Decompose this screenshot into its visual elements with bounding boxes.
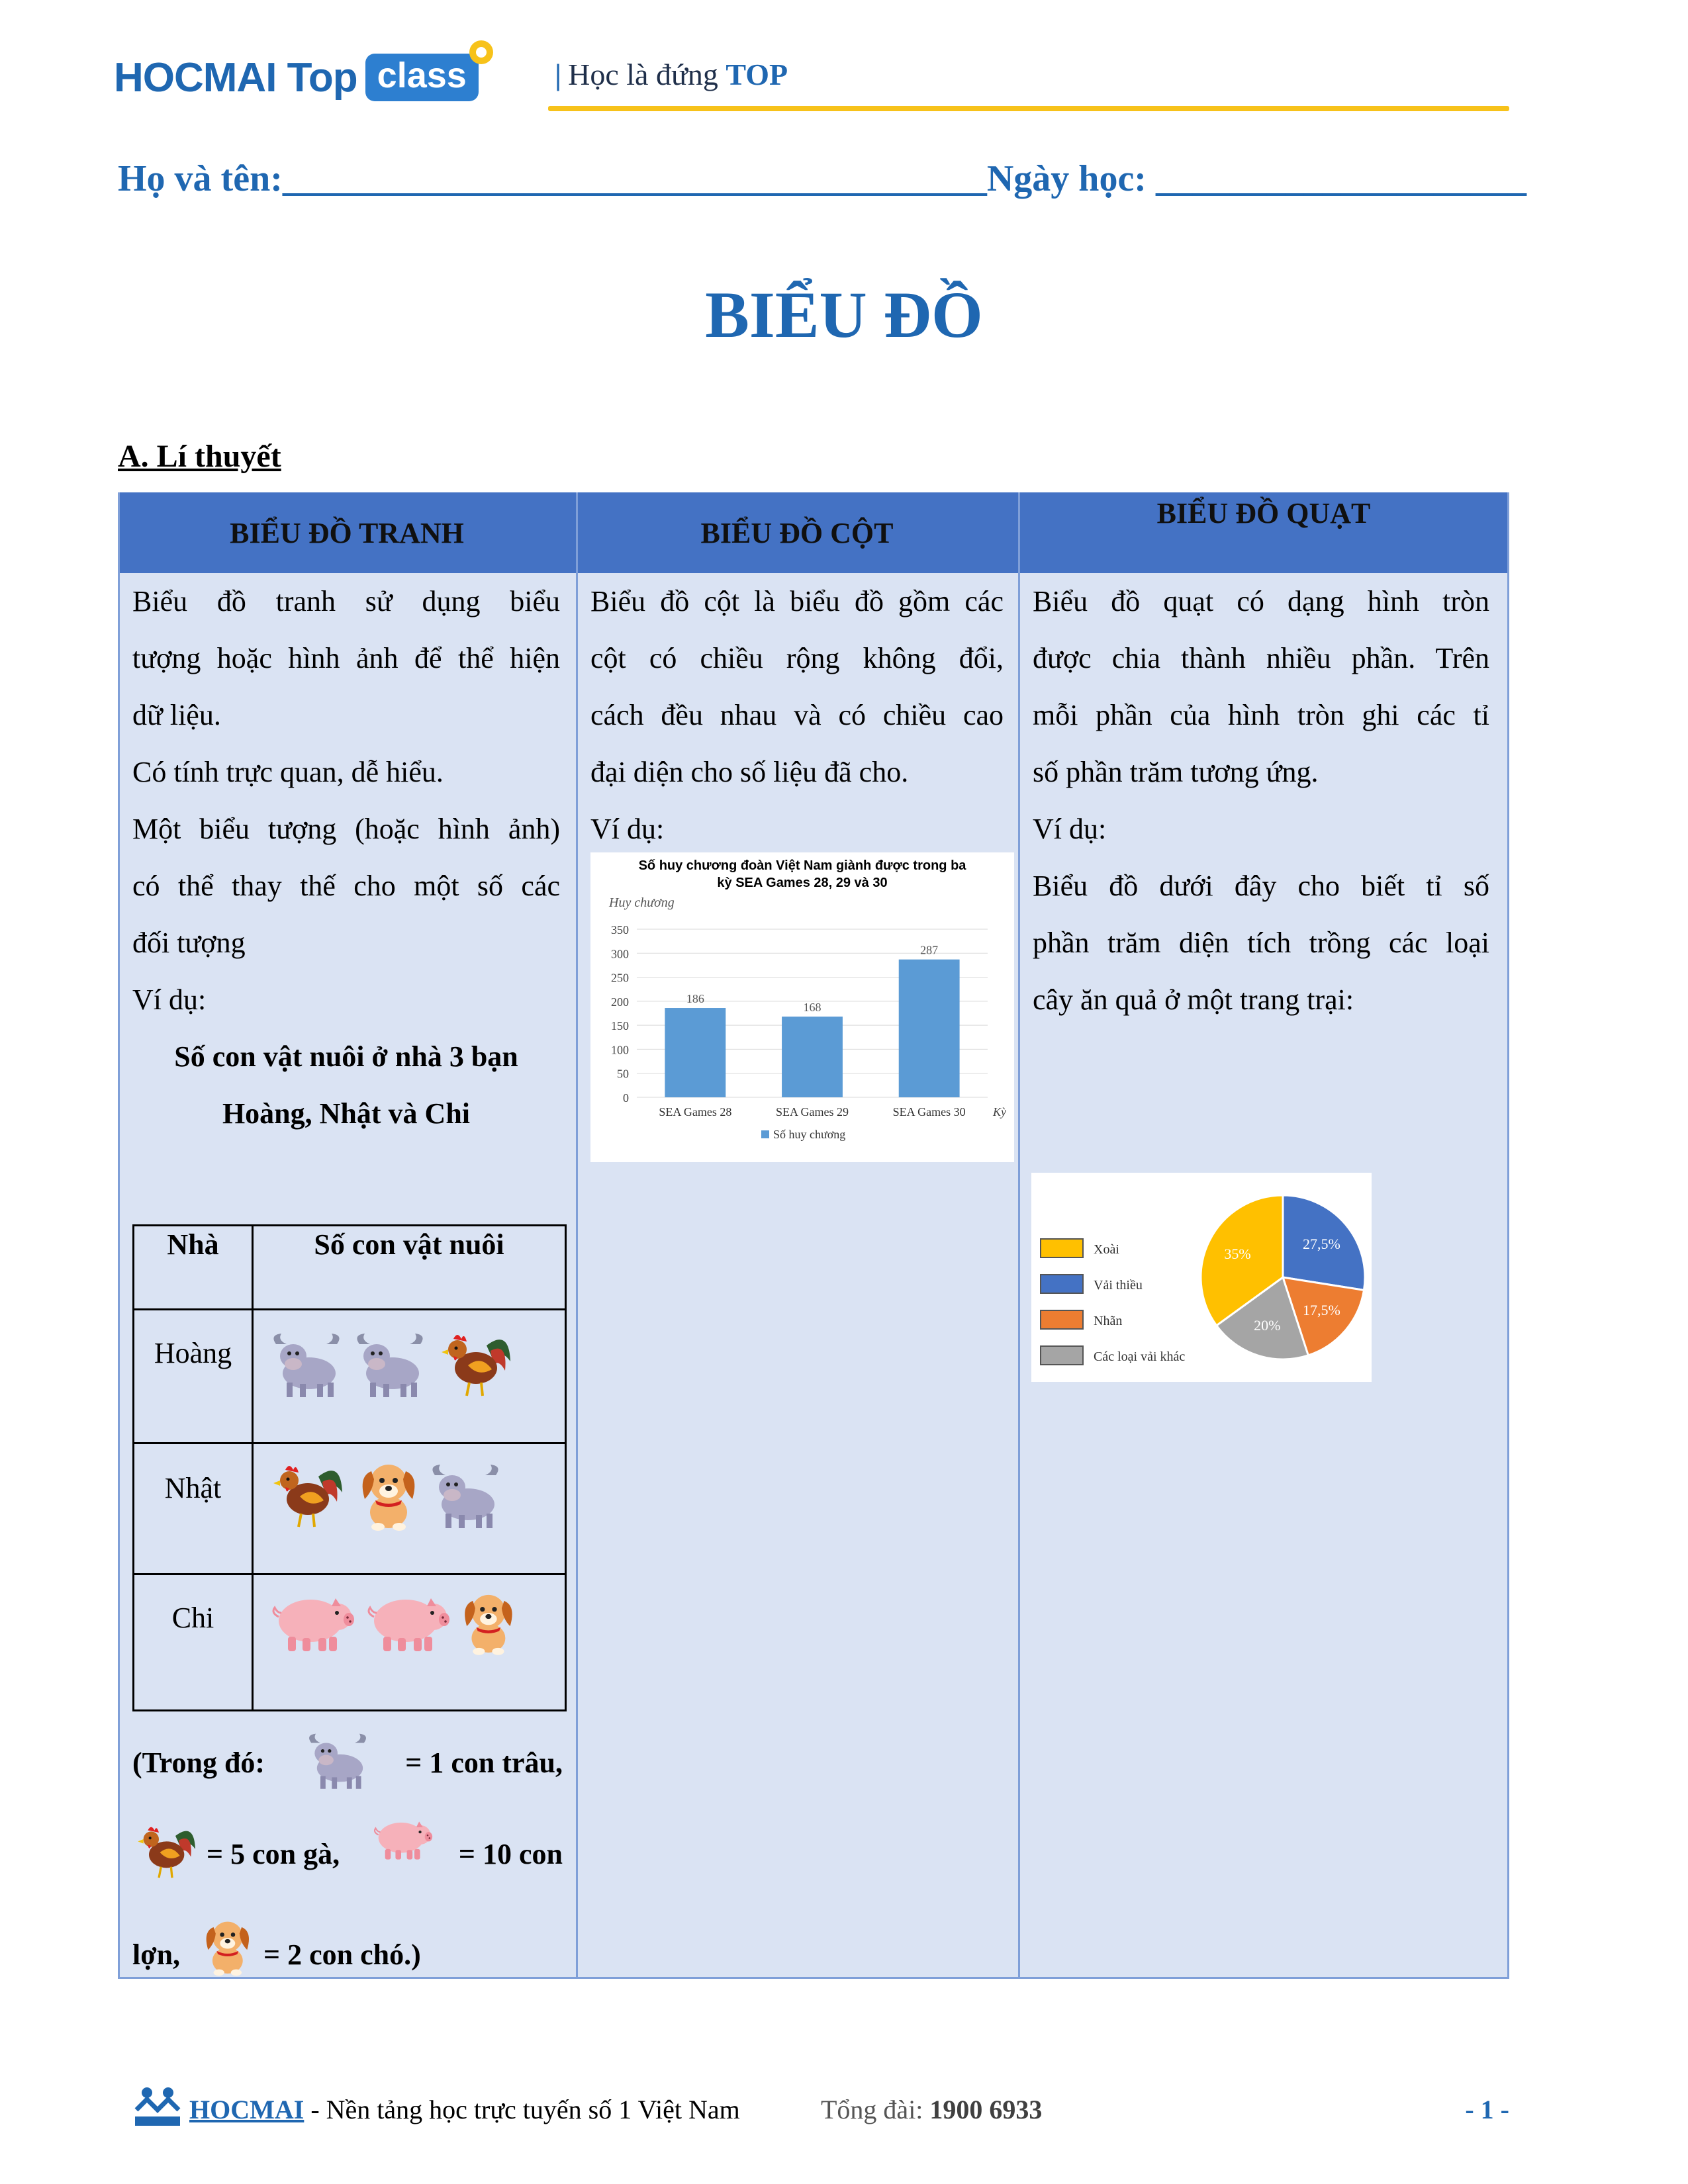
text-line: được chia thành nhiều phần. Trên [1033, 642, 1489, 674]
legend-swatch [1041, 1275, 1083, 1293]
dog-icon [455, 1584, 521, 1657]
x-tick-label: SEA Games 28 [659, 1105, 732, 1118]
text-line: mỗi phần của hình tròn ghi các tỉ [1033, 699, 1489, 731]
page-title: BIỂU ĐỒ [705, 278, 983, 351]
pie-value-label: 27,5% [1303, 1236, 1340, 1253]
x-tick-label: SEA Games 29 [776, 1105, 849, 1118]
key-buffalo: = 1 con trâu, [405, 1747, 563, 1779]
column-heading-pie: BIỂU ĐỒ QUẠT [1018, 492, 1509, 573]
pig-icon [264, 1584, 357, 1657]
header-underline [548, 106, 1509, 111]
bar-chart [590, 852, 1014, 1162]
hocmai-footer-logo-icon [131, 2085, 184, 2132]
y-tick-label: 300 [611, 947, 629, 961]
text-line: Biểu đồ quạt có dạng hình tròn [1033, 585, 1489, 617]
pictograph-description [132, 573, 560, 1142]
legend-label: Vải thiều [1094, 1278, 1143, 1293]
x-tick-label: SEA Games 30 [892, 1105, 966, 1118]
table-divider [134, 1573, 565, 1575]
legend-label: Nhãn [1094, 1314, 1123, 1328]
logo-class-text: class [377, 56, 467, 95]
bar [665, 1008, 726, 1097]
rooster-icon [435, 1322, 514, 1401]
legend-swatch [1041, 1239, 1083, 1257]
table-border [576, 492, 578, 1979]
text-line: Biểu đồ tranh sử dụng biểu [132, 585, 560, 617]
text-line: cây ăn quả ở một trang trại: [1033, 983, 1354, 1016]
y-tick-label: 50 [617, 1067, 629, 1081]
table-border [1018, 492, 1020, 1979]
pictograph-cell [118, 573, 576, 1979]
key-dog: = 2 con chó.) [263, 1938, 421, 1971]
text-line: đại diện cho số liệu đã cho. [590, 756, 909, 788]
y-axis-label: Huy chương [609, 895, 675, 910]
key-rooster: = 5 con gà, [207, 1838, 340, 1870]
data-label: 287 [920, 943, 939, 957]
theory-table [118, 492, 1509, 1979]
tagline-divider: | [555, 58, 562, 91]
pie-value-label: 35% [1224, 1246, 1251, 1263]
legend-swatch [1041, 1310, 1083, 1329]
rooster-icon [132, 1816, 199, 1882]
page-number: - 1 - [1465, 2095, 1509, 2124]
text-line: tượng hoặc hình ảnh để thể hiện [132, 642, 560, 674]
buffalo-icon [350, 1322, 430, 1401]
legend-swatch [761, 1130, 769, 1138]
tagline [555, 57, 788, 92]
legend-label: Các loại vải khác [1094, 1349, 1186, 1364]
pictograph-title-line1: Số con vật nuôi ở nhà 3 bạn [174, 1040, 518, 1073]
pie-chart [1031, 1173, 1372, 1382]
rooster-icon [267, 1453, 346, 1532]
y-tick-label: 350 [611, 923, 629, 936]
buffalo-icon [267, 1322, 346, 1401]
x-axis-label: Kỳ [993, 1105, 1006, 1118]
text-line: dữ liệu. [132, 699, 221, 731]
y-tick-label: 250 [611, 971, 629, 985]
hocmai-topclass-logo [114, 41, 479, 114]
bar [899, 960, 960, 1097]
buffalo-icon [426, 1453, 505, 1532]
student-info-line: Họ và tên:______________________________________Ngày học: ____________________ [118, 158, 1526, 199]
footer-slogan: - Nền tảng học trực tuyến số 1 Việt Nam [304, 2095, 740, 2124]
text-line: đối tượng [132, 927, 246, 959]
table-border [1507, 492, 1509, 1979]
y-tick-label: 150 [611, 1019, 629, 1033]
pig-icon [359, 1584, 452, 1657]
row-name-chi: Chi [171, 1602, 214, 1634]
bar-description [590, 573, 1004, 858]
logo-class-badge [365, 54, 479, 101]
table-header-house: Nhà [167, 1228, 219, 1261]
star-icon [468, 39, 494, 66]
footer-hotline-number: 1900 6933 [929, 2095, 1043, 2124]
chart-title: Số huy chương đoàn Việt Nam giành được trong ba [638, 858, 966, 873]
table-header-count: Số con vật nuôi [314, 1228, 504, 1261]
chart-title: kỳ SEA Games 28, 29 và 30 [717, 876, 888, 890]
column-heading-bar: BIỂU ĐỒ CỘT [576, 492, 1018, 573]
logo-text: HOCMAI Top [114, 54, 357, 101]
data-label: 168 [803, 1001, 821, 1015]
dog-icon [197, 1909, 257, 1980]
legend-label: Xoài [1094, 1242, 1119, 1257]
buffalo-icon [303, 1723, 372, 1792]
dog-icon [352, 1453, 424, 1532]
tagline-highlight: TOP [726, 58, 788, 91]
text-line: Ví dụ: [1033, 813, 1107, 845]
y-tick-label: 200 [611, 995, 629, 1009]
key-pig-end: lợn, [132, 1938, 181, 1971]
footer-hotline [821, 2094, 1042, 2125]
key-intro: (Trong đó: [132, 1747, 265, 1779]
text-line: Có tính trực quan, dễ hiểu. [132, 756, 444, 788]
key-pig: = 10 con [458, 1838, 563, 1870]
data-label: 186 [686, 992, 704, 1006]
footer-text [189, 2094, 740, 2125]
footer-hotline-label: Tổng đài: [821, 2095, 930, 2124]
text-line: Một biểu tượng (hoặc hình ảnh) [132, 813, 560, 845]
pictograph-title-line2: Hoàng, Nhật và Chi [222, 1097, 471, 1130]
table-border [118, 1977, 1509, 1979]
pie-value-label: 20% [1254, 1317, 1281, 1334]
bar-chart-cell [576, 573, 1018, 1979]
legend-swatch [1041, 1346, 1083, 1365]
row-name-nhat: Nhật [164, 1472, 222, 1504]
pig-icon [368, 1811, 434, 1864]
column-heading-pictograph: BIỂU ĐỒ TRANH [118, 492, 576, 573]
tagline-text: Học là đứng [568, 58, 718, 91]
text-line: Biểu đồ cột là biểu đồ gồm các [590, 585, 1004, 617]
text-line: phần trăm diện tích trồng các loại [1033, 927, 1489, 959]
table-divider [252, 1226, 254, 1709]
text-line: cột có chiều rộng không đổi, [590, 642, 1004, 674]
bar [782, 1017, 843, 1097]
y-tick-label: 0 [623, 1091, 629, 1105]
table-border [118, 492, 120, 1979]
text-line: có thể thay thế cho một số các [132, 870, 560, 902]
legend-label: Số huy chương [773, 1128, 846, 1141]
section-heading: A. Lí thuyết [118, 439, 281, 474]
text-line: Ví dụ: [132, 983, 207, 1016]
footer-brand-link[interactable]: HOCMAI [189, 2095, 305, 2124]
text-line: Ví dụ: [590, 813, 665, 845]
pie-value-label: 17,5% [1303, 1301, 1340, 1318]
pie-description [1033, 573, 1489, 1028]
text-line: số phần trăm tương ứng. [1033, 756, 1319, 788]
page-footer [0, 2085, 1688, 2144]
table-divider [134, 1442, 565, 1444]
table-divider [134, 1308, 565, 1310]
row-name-hoang: Hoàng [154, 1337, 232, 1369]
pictograph-table [132, 1224, 567, 1711]
text-line: Biểu đồ dưới đây cho biết tỉ số [1033, 870, 1489, 902]
pie-chart-cell [1018, 573, 1509, 1979]
y-tick-label: 100 [611, 1043, 629, 1057]
text-line: cách đều nhau và có chiều cao [590, 699, 1004, 731]
